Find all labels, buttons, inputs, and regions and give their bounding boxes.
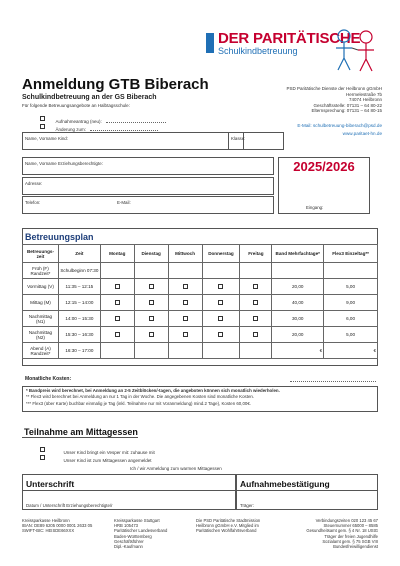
- option-new-label: Aufnahmeantrag (neu):: [55, 119, 102, 124]
- note-2: ** Flex3 wird berechnet bei Anmeldung an nur 1 Tag in der Woche. Die angegebenen Kosten sind monatliche Kosten.: [26, 394, 255, 400]
- footer-line: Geschäftsführer: [114, 538, 144, 544]
- footer-line: Baden-Württemberg: [114, 533, 152, 539]
- row-price-band: 30,00: [272, 311, 324, 327]
- row-price-flex: 9,00: [324, 295, 378, 311]
- day-checkbox[interactable]: [149, 300, 154, 305]
- contact-field[interactable]: [22, 196, 274, 214]
- row-time: 15:30 – 16:30: [58, 327, 100, 343]
- day-checkbox[interactable]: [183, 332, 188, 337]
- monthly-costs-label: Monatliche Kosten:: [25, 376, 72, 382]
- header-zeit: Zeit: [58, 245, 100, 263]
- children-illustration-icon: [330, 26, 386, 74]
- footer-line: Kreissparkasse Stuttgart: [114, 518, 160, 523]
- admission-hint: Träger:: [240, 503, 254, 508]
- class-field[interactable]: [228, 132, 284, 150]
- footer-line: HRB 105473: [114, 523, 138, 529]
- header-dienstag: Dienstag: [134, 245, 168, 263]
- row-price-band: 20,00: [272, 279, 324, 295]
- plan-title: Betreuungsplan: [25, 232, 94, 242]
- email-label: E-Mail:: [117, 200, 131, 205]
- row-time: 11:35 – 12:15: [58, 279, 100, 295]
- day-checkbox[interactable]: [115, 316, 120, 321]
- header-betreuungszeit: Betreuungs-zeit: [23, 245, 59, 263]
- footer-line: Dipl.-Kaufmann: [114, 544, 143, 550]
- day-checkbox[interactable]: [183, 316, 188, 321]
- footer-line: Heilbronn gGmbH e.V. Mitglied im: [196, 523, 259, 529]
- address-block: [250, 86, 382, 114]
- address-line: Elternsprechung: 07131 – 64 80-15: [311, 108, 382, 114]
- received-label: Eingang:: [306, 205, 324, 210]
- day-checkbox[interactable]: [115, 332, 120, 337]
- footer-col-4: [288, 518, 378, 549]
- address-line: PSD Paritätische Dienste der Heilbronn gGmbH: [286, 86, 382, 91]
- row-label: Nachmittag (N1): [23, 311, 59, 327]
- lunch-option-2-checkbox[interactable]: [40, 455, 45, 460]
- admission-title: Aufnahmebestätigung: [240, 479, 330, 489]
- footer-line: Verbindungszeiten 020 123 45 67: [315, 518, 378, 523]
- page-title: Anmeldung GTB Biberach: [22, 76, 209, 93]
- day-checkbox[interactable]: [218, 284, 223, 289]
- school-year: 2025/2026: [293, 159, 355, 174]
- day-checkbox[interactable]: [183, 300, 188, 305]
- logo-bar: [206, 33, 214, 53]
- option-change-label: Änderung zum:: [55, 127, 86, 132]
- header-mittwoch: Mittwoch: [168, 245, 202, 263]
- row-price-flex: 6,00: [324, 311, 378, 327]
- footer-col-1: [22, 518, 108, 534]
- address-line: Hermelestraße 7b: [345, 91, 382, 97]
- row-time: 14:00 – 15:30: [58, 311, 100, 327]
- row-price-flex: 5,00: [324, 279, 378, 295]
- logo-subtitle: Schulkindbetreuung: [218, 46, 298, 56]
- row-label: Nachmittag (N2): [23, 327, 59, 343]
- footer-line: IBAN: DE89 6205 0000 0001 2633 05: [22, 523, 93, 529]
- footer-line: SWIFT-BIC: HEISDE66XXX: [22, 528, 75, 534]
- row-label: Früh (F) Randzeit*: [23, 263, 59, 279]
- class-label: Klasse:: [231, 136, 246, 141]
- row-label: Abend (A) Randzeit*: [23, 343, 59, 359]
- intro-text: Für folgende Betreuungsangebote an Halbtagsschule:: [22, 103, 130, 108]
- footer-col-3: [196, 518, 282, 534]
- day-checkbox[interactable]: [149, 284, 154, 289]
- footer-line: Gesundheitsamt gem. § 4 Nr. 18 UStG: [306, 528, 378, 534]
- row-price-band: [272, 263, 324, 279]
- lunch-title: Teilnahme am Mittagessen: [24, 427, 138, 437]
- header-freitag: Freitag: [240, 245, 272, 263]
- day-checkbox[interactable]: [183, 284, 188, 289]
- signature-title: Unterschrift: [26, 479, 75, 489]
- day-checkbox[interactable]: [253, 332, 258, 337]
- address-label: Adresse:: [25, 181, 43, 186]
- header-flex: Flex3 Einzeltag**: [324, 245, 378, 263]
- footer-line: Kreissparkasse Heilbronn: [22, 518, 70, 523]
- row-label: Vormittag (V): [23, 279, 59, 295]
- day-checkbox[interactable]: [253, 300, 258, 305]
- confirm-line: Ich / wir Anmeldung zum warmen Mittagessen: [130, 466, 222, 471]
- child-name-field[interactable]: [22, 132, 244, 150]
- row-label: Mittag (M): [23, 295, 59, 311]
- row-time: 12:15 – 14:00: [58, 295, 100, 311]
- address-field[interactable]: [22, 177, 274, 195]
- admission-box: [236, 474, 378, 510]
- footer-line: Steuernummer 65000 – 8585: [323, 523, 378, 529]
- signature-divider: [23, 490, 235, 491]
- email-link[interactable]: E-Mail: schulbetreuung-biberach@psd.de: [297, 123, 382, 128]
- notes-box: [22, 386, 378, 412]
- row-time: Schulbeginn 07:30: [58, 263, 100, 279]
- note-3: *** Flex3 (über Karte) buchbar einmalig je Tag (inkl. Teilnahme nur mit Voranmeldung) mind.2 Tage), Kosten 60,00€.: [26, 400, 252, 406]
- footer-line: Paritätischer Landesverband: [114, 528, 168, 534]
- child-name-label: Name, Vorname Kind:: [25, 136, 68, 141]
- day-checkbox[interactable]: [149, 332, 154, 337]
- plan-header-row: [23, 245, 378, 263]
- guardian-field[interactable]: [22, 157, 274, 175]
- option-change-line: [90, 126, 158, 131]
- row-price-flex: 5,00: [324, 327, 378, 343]
- header-band: Band Mehrfachtage*: [272, 245, 324, 263]
- lunch-option-2: [40, 449, 155, 467]
- day-checkbox[interactable]: [115, 300, 120, 305]
- day-checkbox[interactable]: [253, 316, 258, 321]
- signature-box[interactable]: [22, 474, 236, 510]
- header-donnerstag: Donnerstag: [202, 245, 240, 263]
- footer-line: Bundesfreiwilligendienst: [333, 544, 378, 550]
- address-line: Geschäftsstelle: 07131 – 64 80-22: [313, 102, 382, 108]
- row-price-band: 40,00: [272, 295, 324, 311]
- footer-col-2: [114, 518, 192, 549]
- page-subtitle: Schulkindbetreuung an der GS Biberach: [22, 94, 157, 101]
- signature-hint: Datum / Unterschrift Erziehungsberechtigte/r: [26, 503, 113, 508]
- footer-line: Träger der freien Jugendhilfe: [324, 533, 378, 539]
- logo-title: DER PARITÄTISCHE: [218, 30, 361, 47]
- footer-line: Die PSD Paritätische Stadtmission: [196, 518, 261, 523]
- plan-table: [22, 244, 378, 359]
- lunch-option-1-label: Unser Kind bringt ein Vesper mit: zuhause mit: [63, 450, 155, 455]
- website-link[interactable]: www.paritaet-hn.de: [342, 131, 382, 136]
- footer-line: Paritätischen Wohlfahrtsverband: [196, 528, 257, 534]
- table-row: [23, 343, 378, 359]
- row-time: 16:30 – 17:00: [58, 343, 100, 359]
- euro-band: €: [272, 343, 324, 359]
- table-row: [23, 327, 378, 343]
- option-change-checkbox[interactable]: [40, 124, 45, 129]
- phone-label: Telefon:: [25, 200, 41, 205]
- day-checkbox[interactable]: [218, 332, 223, 337]
- row-price-flex: [324, 263, 378, 279]
- guardian-label: Name, Vorname Erziehungsberechtigte:: [25, 161, 103, 166]
- table-row: [23, 263, 378, 279]
- day-checkbox[interactable]: [218, 300, 223, 305]
- day-checkbox[interactable]: [149, 316, 154, 321]
- table-row: [23, 279, 378, 295]
- day-checkbox[interactable]: [218, 316, 223, 321]
- day-checkbox[interactable]: [253, 284, 258, 289]
- row-price-band: 20,00: [272, 327, 324, 343]
- footer-line: Sozialamt gem. § 75 SGB VIII: [322, 538, 378, 544]
- note-1: * Bandpreis wird berechnet, bei Anmeldung an 2-5 Zeitblöcken/-tagen, die angeboten können sich monatlich wiederholen.: [26, 388, 280, 393]
- address-line: 74074 Heilbronn: [348, 97, 382, 103]
- header-montag: Montag: [100, 245, 134, 263]
- lunch-option-2-label: Unser Kind ist zum Mittagessen angemeldet: [63, 458, 152, 463]
- day-checkbox[interactable]: [115, 284, 120, 289]
- admission-divider: [237, 490, 377, 491]
- euro-flex: €: [324, 343, 378, 359]
- table-row: [23, 295, 378, 311]
- lunch-divider: [22, 437, 138, 438]
- monthly-costs-line: [290, 376, 376, 382]
- table-row: [23, 311, 378, 327]
